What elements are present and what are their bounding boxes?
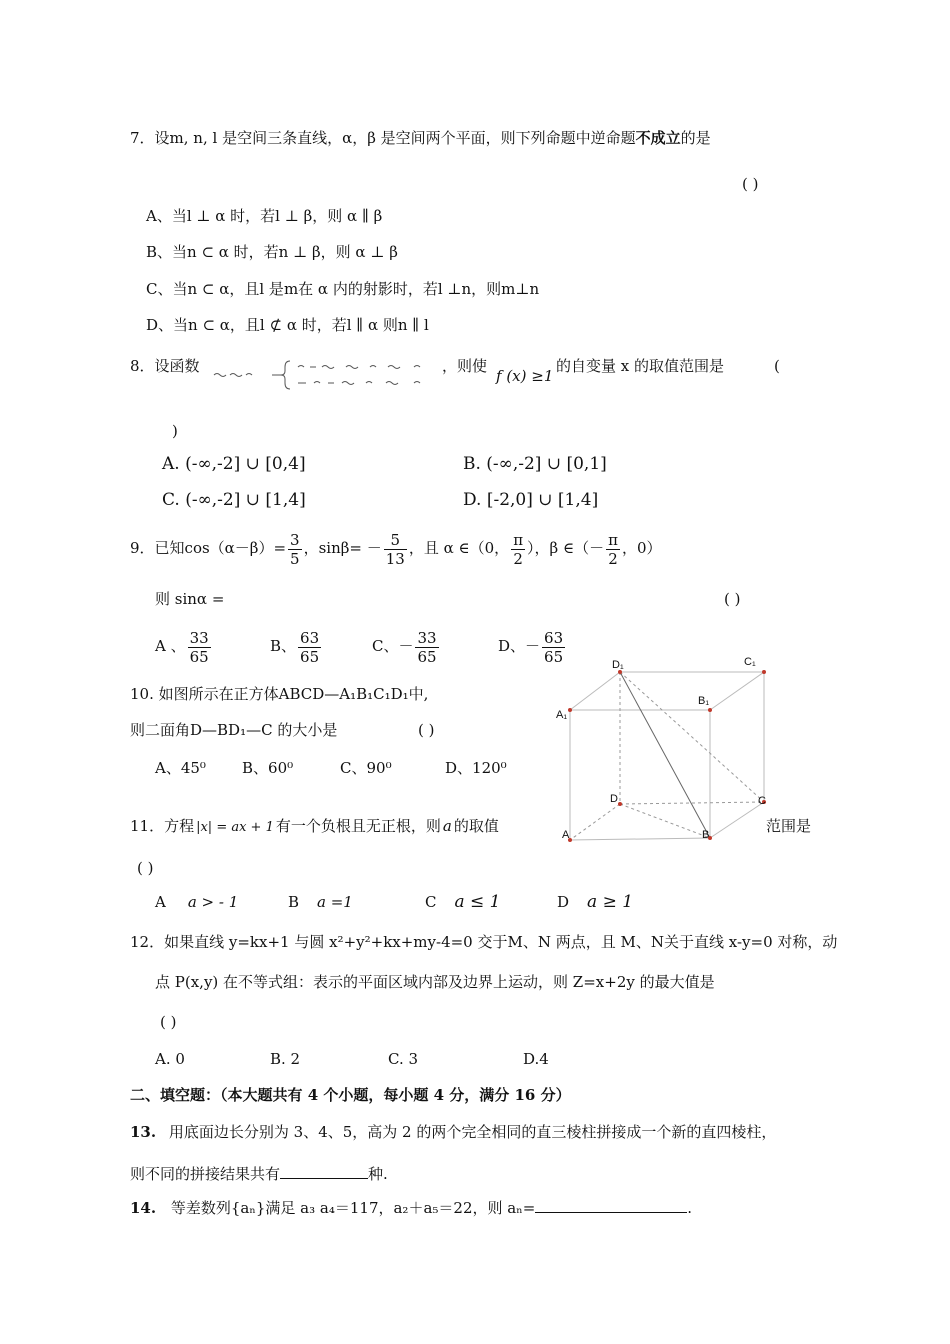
- q9-f1-num: 3: [290, 530, 300, 549]
- q11-stem-c: 的取值: [453, 817, 499, 835]
- q11-option-c-label: C: [425, 893, 437, 911]
- q11-stem-b: 有一个负根且无正根，则: [275, 817, 441, 835]
- label-a: A: [562, 829, 570, 841]
- q9-fraction-3: [511, 531, 525, 568]
- q11-var: a: [442, 817, 452, 835]
- q9-fraction-1: [288, 531, 302, 568]
- label-c: C: [758, 795, 766, 807]
- q11-stem: [130, 816, 499, 838]
- q11-option-a-label: A: [155, 893, 166, 911]
- q9-option-d-label: D、－: [498, 637, 541, 655]
- q9-option-c-num: 33: [417, 628, 437, 647]
- q9-option-b: [270, 626, 323, 666]
- q12-line2: 点 P(x,y) 在不等式组：表示的平面区域内部及边界上运动，则 Z=x+2y 的最大值是: [155, 973, 715, 991]
- q11-equation: |x| = ax + 1: [196, 820, 274, 835]
- q12-option-b: B. 2: [270, 1050, 301, 1068]
- q9-paren: ( ): [724, 590, 741, 608]
- q13-text1: 用底面边长分别为 3、4、5，高为 2 的两个完全相同的直三棱柱拼接成一个新的直四棱柱，: [168, 1123, 777, 1141]
- label-d1: D₁: [612, 659, 624, 671]
- q14-line: [130, 1198, 692, 1218]
- q10-option-d: D、120⁰: [445, 759, 507, 777]
- q9-option-a-label: A 、: [155, 637, 186, 655]
- q9-stem-b: ，sinβ= －: [303, 539, 382, 557]
- vertex-b1: [708, 708, 712, 712]
- q9-f3-den: 2: [513, 549, 523, 568]
- cube-diagonal-bd1: [620, 672, 710, 838]
- q7-paren: ( ): [742, 175, 759, 193]
- q12-option-a: A. 0: [155, 1050, 185, 1068]
- q9-option-d-den: 65: [544, 647, 564, 666]
- cube-vertices: [568, 670, 766, 842]
- q9-option-a-den: 65: [189, 647, 209, 666]
- vertex-d: [618, 802, 622, 806]
- q10-line2: 则二面角D—BD₁—C 的大小是: [130, 721, 338, 739]
- q9-line2: 则 sinα =: [155, 590, 225, 608]
- vertex-a1: [568, 708, 572, 712]
- q7-stem-bold: 不成立: [635, 129, 681, 147]
- q10-option-a: A、45⁰: [155, 759, 206, 777]
- cube-hidden-edges: [570, 672, 764, 840]
- q11-option-c: [425, 892, 501, 912]
- q9-fraction-4: [606, 531, 620, 568]
- q7-stem-tail: 的是: [680, 129, 711, 147]
- q11-paren: ( ): [137, 859, 154, 877]
- q9-option-c-den: 65: [417, 647, 437, 666]
- label-b: B: [702, 829, 710, 841]
- q9-option-b-label: B、: [270, 637, 297, 655]
- q11-option-a-value: a > - 1: [187, 893, 239, 911]
- q8-stem-b: ，则使: [442, 357, 488, 375]
- q8-option-c: C. (-∞,-2] ∪ [1,4]: [162, 490, 306, 510]
- q9-stem-e: ，0）: [621, 539, 662, 557]
- q9-stem-a: 9．已知cos（α－β）=: [130, 539, 287, 557]
- q13-answer-blank[interactable]: [280, 1164, 368, 1179]
- q8-option-b: B. (-∞,-2] ∪ [0,1]: [463, 454, 607, 474]
- cube-figure: [550, 652, 780, 852]
- q9-stem: [130, 528, 662, 568]
- q8-paren-close: ): [172, 422, 178, 440]
- q11-option-b-value: a =1: [317, 893, 353, 911]
- q13-text2: 则不同的拼接结果共有: [130, 1165, 281, 1183]
- section-2-title: 二、填空题：（本大题共有 4 个小题，每小题 4 分，满分 16 分）: [130, 1086, 571, 1104]
- q14-text-a: 等差数列{aₙ}满足 a₃ a₄＝117，a₂＋a₅＝22，则 aₙ=: [170, 1199, 536, 1217]
- q9-stem-c: ，且 α ∈（0，: [408, 539, 510, 557]
- q11-option-c-value: a ≤ 1: [454, 892, 501, 912]
- q12-option-c: C. 3: [388, 1050, 419, 1068]
- q9-option-d-num: 63: [544, 628, 564, 647]
- q9-f2-num: 5: [384, 531, 407, 550]
- q10-line1: 10. 如图所示在正方体ABCD—A₁B₁C₁D₁中,: [130, 685, 429, 703]
- q12-option-d: D.4: [523, 1050, 549, 1068]
- q9-f1-den: 5: [290, 549, 300, 568]
- q9-option-c-label: C、－: [372, 637, 414, 655]
- vertex-c1: [762, 670, 766, 674]
- q13-line1: [130, 1122, 776, 1142]
- q9-option-b-num: 63: [300, 628, 320, 647]
- q8-option-d: D. [-2,0] ∪ [1,4]: [463, 490, 599, 510]
- q10-option-b: B、60⁰: [242, 759, 294, 777]
- q14-text-b: .: [687, 1199, 693, 1217]
- q7-stem-text: 7．设m, n, l 是空间三条直线，α，β 是空间两个平面，则下列命题中逆命题: [130, 129, 636, 147]
- q8-paren-open: (: [774, 357, 780, 375]
- cube-edges: [570, 672, 764, 840]
- q9-stem-d: ），β ∈（－: [527, 539, 605, 557]
- q8-piecewise-function: [210, 357, 440, 391]
- q11-option-b-label: B: [288, 893, 300, 911]
- q10-option-c: C、90⁰: [340, 759, 392, 777]
- q11-option-a: [155, 892, 238, 912]
- q8-option-a: A. (-∞,-2] ∪ [0,4]: [162, 454, 306, 474]
- q10-paren: ( ): [418, 721, 435, 739]
- q8-stem-a: 8．设函数: [130, 357, 200, 375]
- q9-f2-den: 13: [385, 549, 405, 568]
- q7-option-b: B、当n ⊂ α 时，若n ⊥ β，则 α ⊥ β: [146, 243, 398, 261]
- q11-stem-d: 范围是: [766, 817, 812, 835]
- q7-option-c: C、当n ⊂ α，且l 是m在 α 内的射影时，若l ⊥n，则m⊥n: [146, 280, 540, 298]
- q8-stem-c: 的自变量 x 的取值范围是: [556, 357, 724, 375]
- q7-option-d: D、当n ⊂ α，且l ⊄ α 时，若l ∥ α 则n ∥ l: [146, 316, 429, 334]
- q8-condition: f (x) ≥1: [496, 367, 554, 385]
- q12-paren: ( ): [160, 1013, 177, 1031]
- q7-option-a: A、当l ⊥ α 时，若l ⊥ β，则 α ∥ β: [146, 207, 383, 225]
- q11-option-d-label: D: [557, 893, 570, 911]
- q11-option-b: [288, 892, 353, 912]
- q9-option-c-fraction: [415, 629, 438, 666]
- q11-stem-a: 11．方程: [130, 817, 195, 835]
- q9-option-a-num: 33: [189, 628, 209, 647]
- q9-f4-den: 2: [608, 549, 618, 568]
- q7-stem: [130, 128, 711, 148]
- q9-option-b-fraction: [298, 629, 321, 666]
- label-c1: C₁: [744, 656, 756, 668]
- q13-text3: 种.: [368, 1165, 388, 1183]
- q14-answer-blank[interactable]: [535, 1198, 687, 1213]
- label-b1: B₁: [698, 695, 710, 707]
- q13-line2: [130, 1164, 388, 1184]
- q12-line1: 12．如果直线 y=kx+1 与圆 x²+y²+kx+my-4=0 交于M、N 两点，且 M、N关于直线 x-y=0 对称，动: [130, 933, 838, 951]
- q9-option-a-fraction: [188, 629, 211, 666]
- q14-number: 14.: [130, 1199, 157, 1217]
- q9-option-b-den: 65: [300, 647, 320, 666]
- q9-f3-num: π: [513, 530, 524, 549]
- q11-option-d: [557, 892, 633, 912]
- q9-option-a: [155, 626, 213, 666]
- label-d: D: [610, 793, 618, 805]
- q11-option-d-value: a ≥ 1: [587, 892, 634, 912]
- label-a1: A₁: [556, 709, 568, 721]
- q9-option-c: [372, 626, 441, 666]
- q9-f4-num: π: [608, 530, 618, 549]
- q13-number: 13.: [130, 1123, 157, 1141]
- q9-fraction-2: [384, 531, 407, 568]
